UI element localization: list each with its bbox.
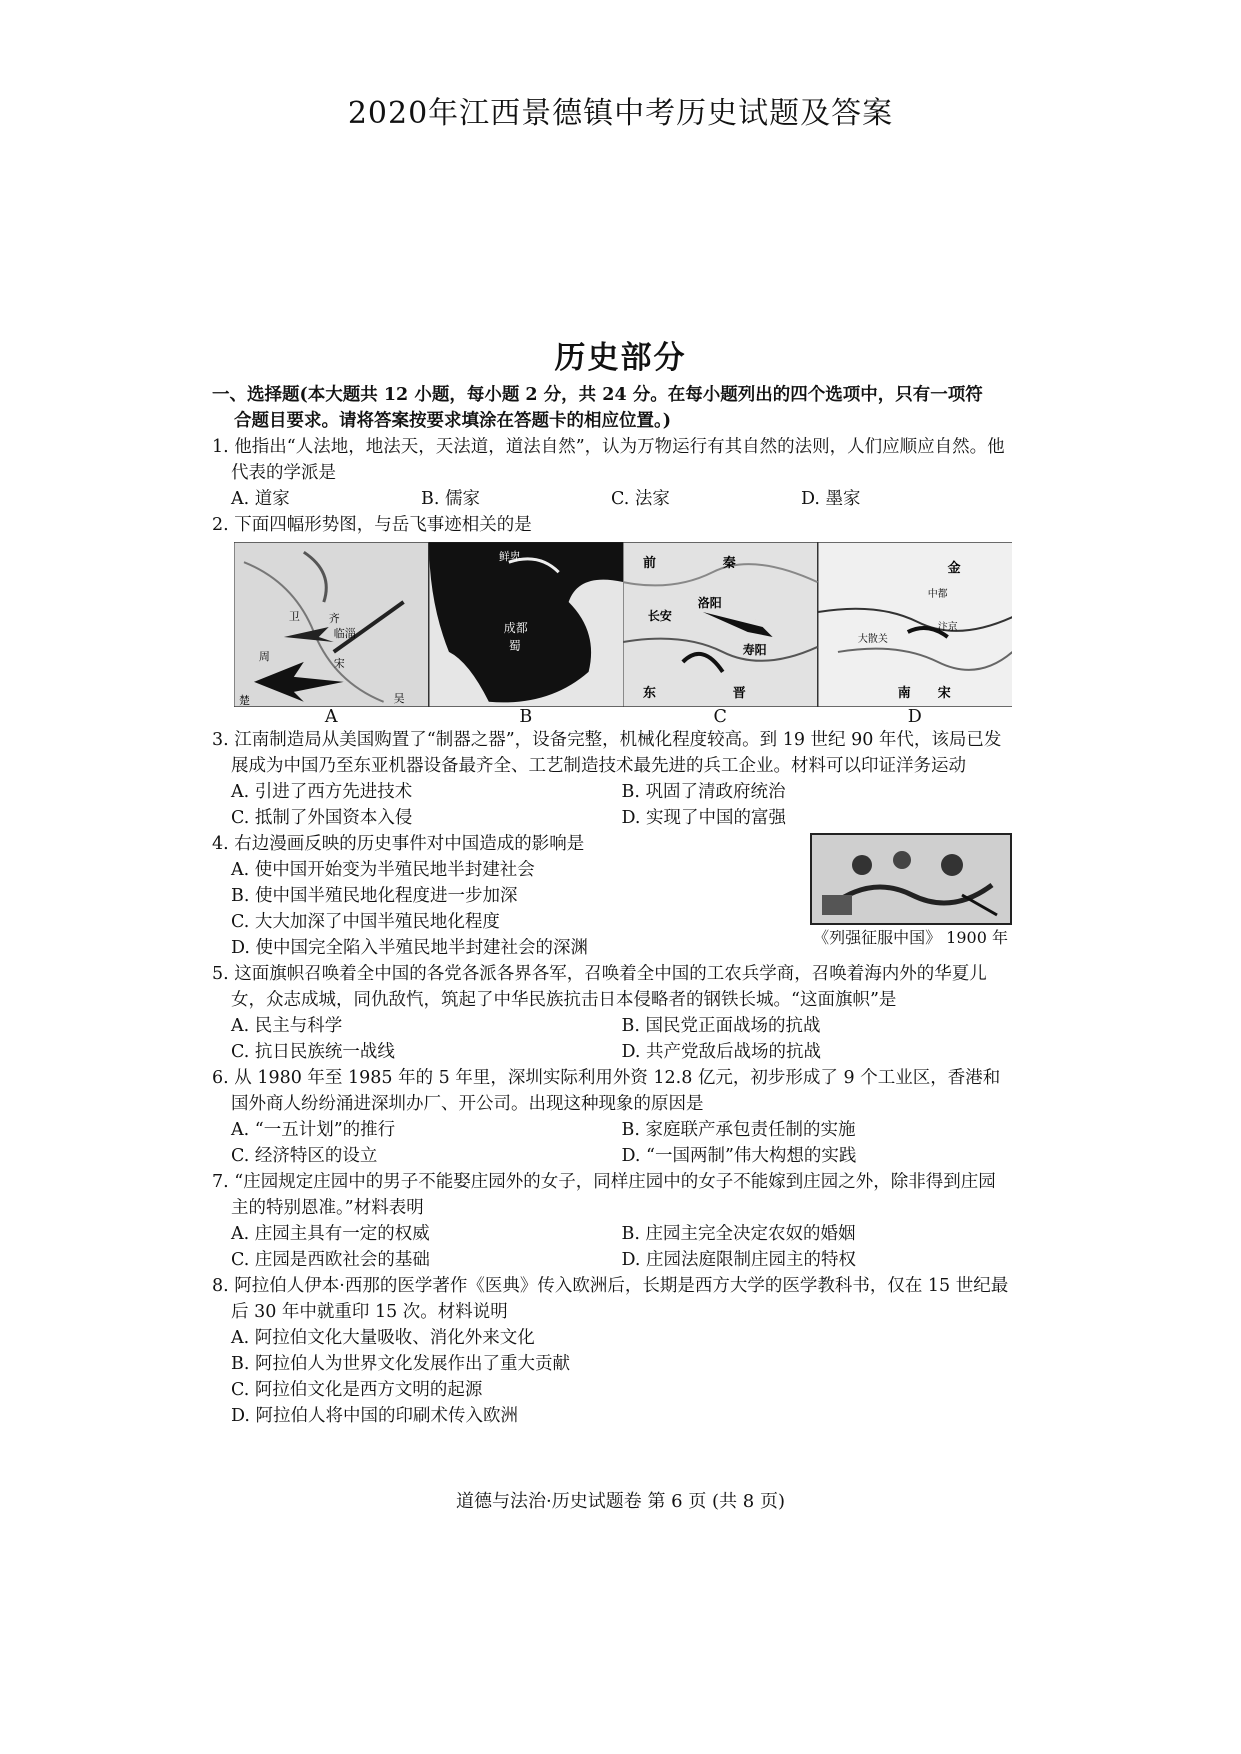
map-a (234, 542, 429, 707)
option-c: C. 抗日民族统一战线 (231, 1042, 395, 1062)
option-b: B. 家庭联产承包责任制的实施 (621, 1120, 856, 1140)
option-b: B. 使中国半殖民地化程度进一步加深 (231, 886, 518, 906)
map-d-label-3: 汴京 (937, 621, 958, 633)
map-d (818, 542, 1013, 707)
question-6-options-row1 (212, 1117, 1012, 1143)
question-5-options-row2 (212, 1039, 1012, 1065)
map-b-graphic (429, 542, 624, 707)
question-6 (212, 1065, 1012, 1169)
map-a-label-3: 卫 (288, 610, 300, 624)
map-c-label-3: 洛阳 (697, 596, 722, 611)
option-d: D. 庄园法庭限制庄园主的特权 (621, 1250, 857, 1270)
option-d: D. 阿拉伯人将中国的印刷术传入欧洲 (231, 1406, 519, 1426)
map-b-label-1: 鲜卑 (498, 550, 521, 564)
map-labels (234, 707, 1012, 727)
option-c: C. 抵制了外国资本入侵 (231, 808, 413, 828)
map-a-label-2: 临淄 (333, 626, 356, 640)
option-c: C. 法家 (611, 489, 670, 509)
question-5 (212, 961, 1012, 1065)
map-c-label-2: 秦 (722, 556, 736, 572)
map-d-label-2: 中都 (927, 589, 948, 601)
question-5-stem: 5. 这面旗帜召唤着全中国的各党各派各界各军，召唤着全中国的工农兵学商，召唤着海内外的华夏儿女，众志成城，同仇敌忾，筑起了中华民族抗击日本侵略者的钢铁长城。“这面旗帜”是 (212, 964, 987, 1010)
map-label-b: B (519, 707, 533, 727)
option-a: A. 道家 (231, 489, 290, 509)
map-a-label-4: 宋 (333, 656, 345, 670)
option-b: B. 巩固了清政府统治 (621, 782, 786, 802)
map-a-graphic (234, 542, 429, 707)
map-d-label-4: 大散关 (857, 633, 888, 645)
option-c: C. 阿拉伯文化是西方文明的起源 (231, 1380, 483, 1400)
option-a: A. 庄园主具有一定的权威 (231, 1224, 430, 1244)
map-b-label-3: 蜀 (508, 638, 521, 653)
question-6-stem: 6. 从 1980 年至 1985 年的 5 年里，深圳实际利用外资 12.8 亿元，初步形成了 9 个工业区，香港和国外商人纷纷涌进深圳办厂、开公司。出现这种现象的原因是 (212, 1068, 1001, 1114)
question-5-options-row1 (212, 1013, 1012, 1039)
map-d-label-6: 宋 (937, 685, 951, 701)
question-6-options-row2 (212, 1143, 1012, 1169)
option-c: C. 庄园是西欧社会的基础 (231, 1250, 430, 1270)
map-c-label-4: 长安 (647, 609, 672, 624)
question-1-options (212, 486, 1012, 512)
option-b: B. 阿拉伯人为世界文化发展作出了重大贡献 (231, 1354, 570, 1374)
option-b: B. 儒家 (421, 489, 480, 509)
map-c-label-7: 晋 (732, 685, 746, 701)
question-1-stem: 1. 他指出“人法地，地法天，天法道，道法自然”，认为万物运行有其自然的法则，人们应顺应自然。他代表的学派是 (212, 437, 1005, 483)
map-c-label-6: 东 (642, 685, 656, 701)
question-8 (212, 1273, 1012, 1429)
option-a: A. 引进了西方先进技术 (231, 782, 413, 802)
instructions-line1: 一、选择题(本大题共 12 小题，每小题 2 分，共 24 分。在每小题列出的四个选项中，只有一项符 (212, 385, 983, 405)
cartoon-caption: 《列强征服中国》 1900 年 (813, 928, 1008, 947)
option-c: C. 经济特区的设立 (231, 1146, 378, 1166)
cartoon-graphic (812, 835, 1010, 923)
option-d: D. 实现了中国的富强 (621, 808, 787, 828)
question-2-stem: 2. 下面四幅形势图，与岳飞事迹相关的是 (212, 515, 532, 535)
map-c-label-1: 前 (642, 556, 656, 572)
instructions (212, 382, 1012, 434)
option-b: B. 国民党正面战场的抗战 (621, 1016, 821, 1036)
question-7 (212, 1169, 1012, 1273)
map-row (234, 542, 1012, 707)
cartoon-image (810, 833, 1012, 925)
map-c-label-5: 寿阳 (742, 642, 767, 657)
question-2 (212, 512, 1012, 727)
question-3-stem: 3. 江南制造局从美国购置了“制器之器”，设备完整，机械化程度较高。到 19 世纪 90 年代，该局已发展成为中国乃至东亚机器设备最齐全、工艺制造技术最先进的兵工企业。材料可以印证洋务运动 (212, 730, 1002, 776)
map-label-d: D (907, 707, 922, 727)
question-7-options-row2 (212, 1247, 1012, 1273)
section-title: 历史部分 (554, 340, 687, 376)
question-7-stem: 7. “庄园规定庄园中的男子不能娶庄园外的女子，同样庄园中的女子不能嫁到庄园之外，除非得到庄园主的特别恩准。”材料表明 (212, 1172, 996, 1218)
map-a-label-5: 周 (258, 649, 270, 663)
question-3 (212, 727, 1012, 831)
option-d: D. 使中国完全陷入半殖民地半封建社会的深渊 (231, 938, 589, 958)
question-7-options-row1 (212, 1221, 1012, 1247)
map-d-graphic (818, 542, 1013, 707)
option-d: D. 共产党敌后战场的抗战 (621, 1042, 822, 1062)
option-b: B. 庄园主完全决定农奴的婚姻 (621, 1224, 856, 1244)
option-a: A. 阿拉伯文化大量吸收、消化外来文化 (231, 1328, 535, 1348)
map-label-c: C (713, 707, 727, 727)
map-a-label-7: 吴 (393, 691, 405, 705)
option-d: D. “一国两制”伟大构想的实践 (621, 1146, 857, 1166)
page-footer: 道德与法治·历史试题卷 第 6 页 (共 8 页) (456, 1491, 785, 1512)
option-a: A. 民主与科学 (231, 1016, 343, 1036)
map-d-label-1: 金 (947, 561, 961, 577)
option-d: D. 墨家 (801, 489, 861, 509)
question-3-options-row1 (212, 779, 1012, 805)
option-a: A. 使中国开始变为半殖民地半封建社会 (231, 860, 535, 880)
question-3-options-row2 (212, 805, 1012, 831)
document-title: 2020年江西景德镇中考历史试题及答案 (347, 96, 894, 131)
map-a-label-6: 楚 (238, 693, 250, 707)
question-4 (212, 831, 1012, 961)
map-label-a: A (324, 707, 338, 727)
map-c-graphic (623, 542, 818, 707)
question-4-stem: 4. 右边漫画反映的历史事件对中国造成的影响是 (212, 834, 585, 854)
option-c: C. 大大加深了中国半殖民地化程度 (231, 912, 500, 932)
map-b-label-2: 成都 (503, 620, 528, 635)
question-1 (212, 434, 1012, 512)
map-b (429, 542, 624, 707)
map-a-label-1: 齐 (328, 612, 340, 626)
question-list (212, 382, 1012, 1429)
map-d-label-5: 南 (897, 685, 911, 701)
question-8-stem: 8. 阿拉伯人伊本·西那的医学著作《医典》传入欧洲后，长期是西方大学的医学教科书，仅在 15 世纪最后 30 年中就重印 15 次。材料说明 (212, 1276, 1009, 1322)
instructions-line2: 合题目要求。请将答案按要求填涂在答题卡的相应位置。) (234, 411, 672, 431)
option-a: A. “一五计划”的推行 (231, 1120, 396, 1140)
map-c (623, 542, 818, 707)
